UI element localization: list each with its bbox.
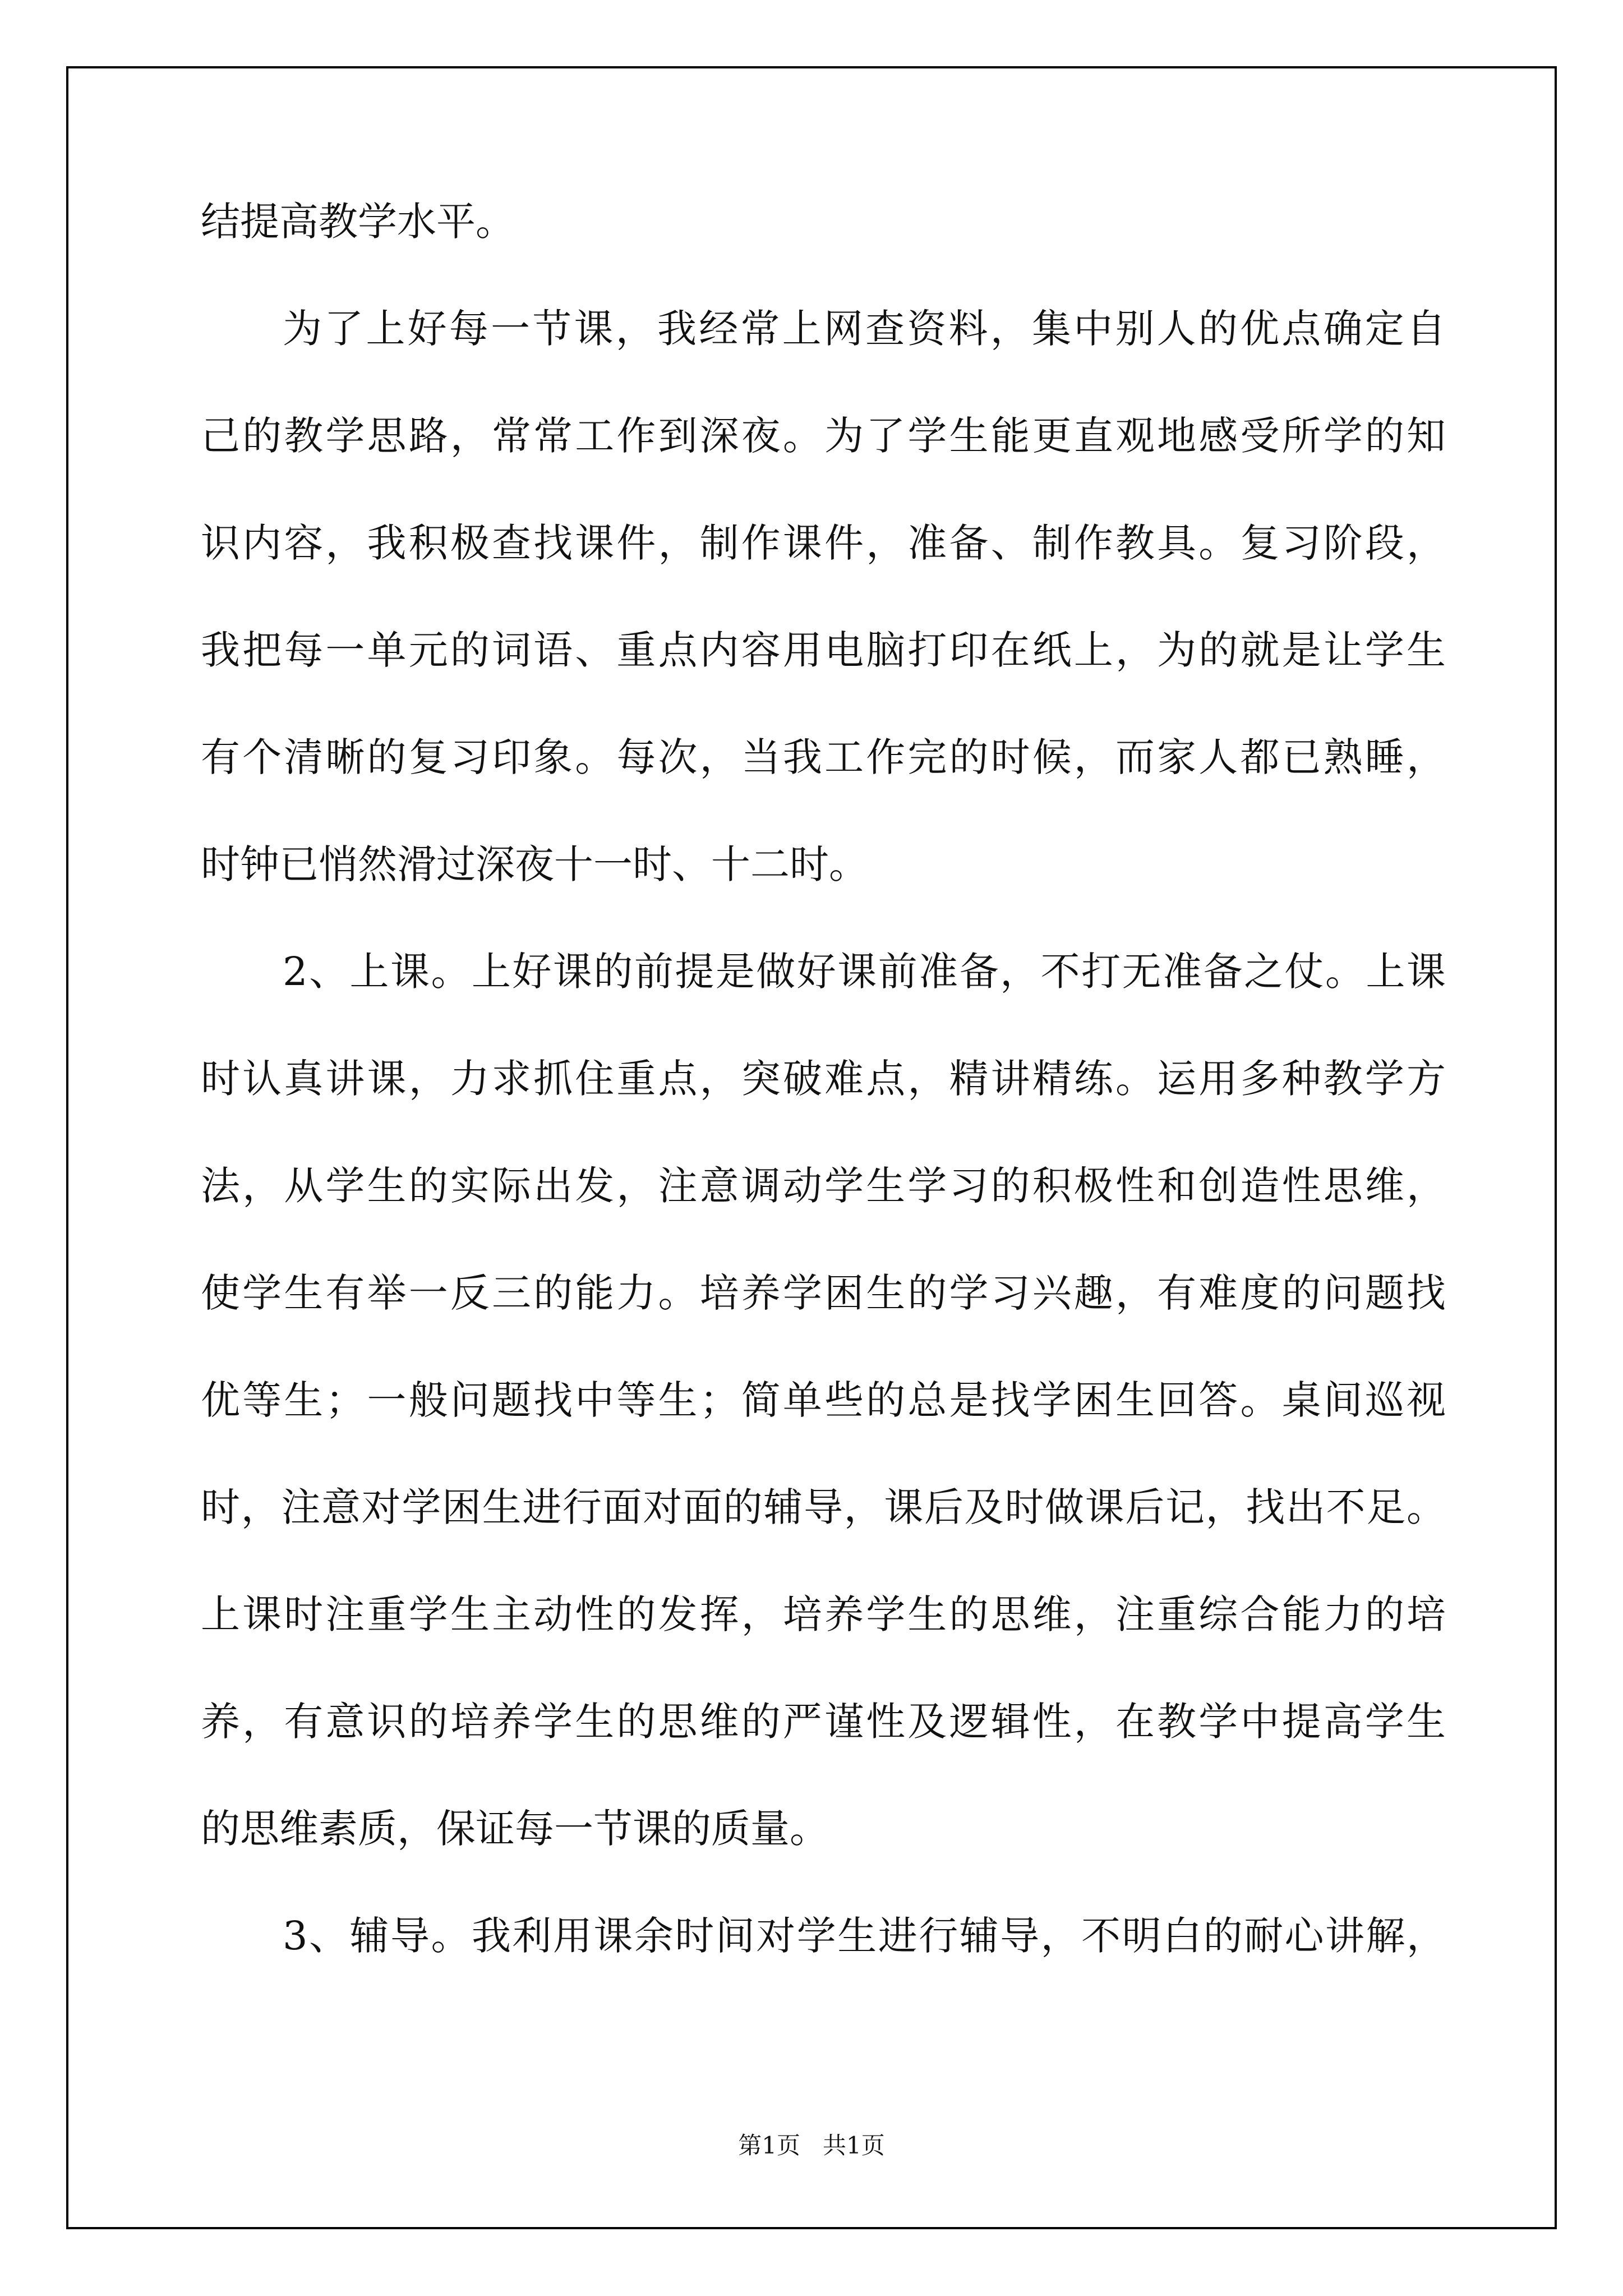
text-line: 时认真讲课，力求抓住重点，突破难点，精讲精练。运用多种教学方	[201, 1056, 1446, 1102]
text-line: 时钟已悄然滑过深夜十一时、十二时。	[201, 841, 868, 887]
page-number-footer: 第1页 共1页	[738, 2132, 885, 2159]
text-line: 有个清晰的复习印象。每次，当我工作完的时候，而家人都已熟睡，	[201, 734, 1446, 780]
text-line: 优等生；一般问题找中等生；简单些的总是找学困生回答。桌间巡视	[201, 1377, 1446, 1423]
text-line: 3、辅导。我利用课余时间对学生进行辅导，不明白的耐心讲解，	[283, 1913, 1446, 1959]
text-line: 上课时注重学生主动性的发挥，培养学生的思维，注重综合能力的培	[201, 1591, 1446, 1637]
text-line: 养，有意识的培养学生的思维的严谨性及逻辑性，在教学中提高学生	[201, 1699, 1446, 1745]
text-line: 结提高教学水平。	[201, 199, 515, 245]
text-line: 己的教学思路，常常工作到深夜。为了学生能更直观地感受所学的知	[201, 413, 1446, 459]
text-line: 为了上好每一节课，我经常上网查资料，集中别人的优点确定自	[283, 306, 1446, 352]
text-line: 的思维素质，保证每一节课的质量。	[201, 1806, 829, 1852]
text-line: 2、上课。上好课的前提是做好课前准备，不打无准备之仗。上课	[283, 949, 1446, 995]
text-line: 使学生有举一反三的能力。培养学困生的学习兴趣，有难度的问题找	[201, 1270, 1446, 1316]
text-line: 时，注意对学困生进行面对面的辅导，课后及时做课后记，找出不足。	[201, 1484, 1446, 1530]
text-line: 识内容，我积极查找课件，制作课件，准备、制作教具。复习阶段，	[201, 520, 1446, 566]
text-line: 法，从学生的实际出发，注意调动学生学习的积极性和创造性思维，	[201, 1163, 1446, 1209]
document-body	[201, 199, 1446, 2023]
text-line: 我把每一单元的词语、重点内容用电脑打印在纸上，为的就是让学生	[201, 627, 1446, 673]
